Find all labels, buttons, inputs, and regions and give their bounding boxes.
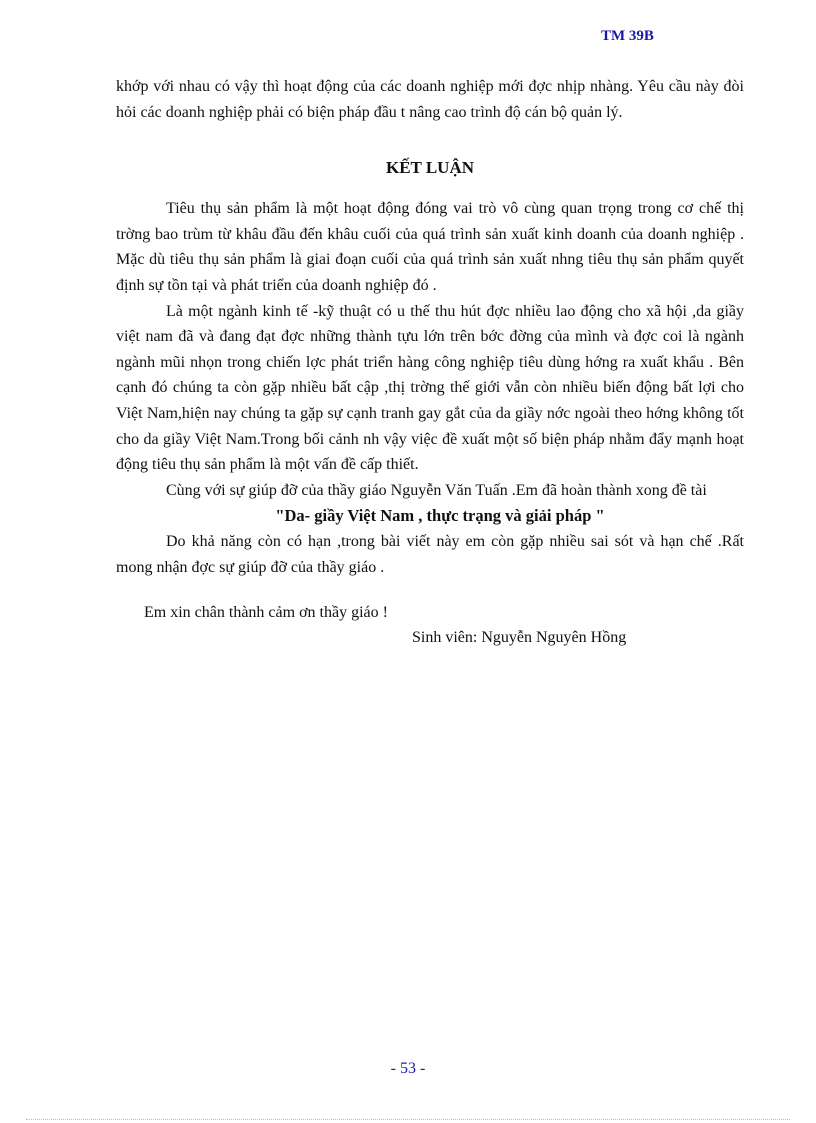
page-number: - 53 - bbox=[390, 1060, 426, 1077]
document-body bbox=[116, 74, 744, 650]
conclusion-paragraph-3: Cùng với sự giúp đỡ của thầy giáo Nguyễn Văn Tuấn .Em đã hoàn thành xong đề tài bbox=[166, 481, 707, 499]
conclusion-paragraph-2: Là một ngành kinh tế -kỹ thuật có u thế thu hút đợc nhiều lao động cho xã hội ,da giầy việt nam đã và đang đạt đợc những thành tựu lớn trên bớc đờng của mình và đợc coi là ngành ngành mũi nhọn trong chiến lợc phát triển hàng công nghiệp tiêu dùng hớng ra xuất khẩu . Bên cạnh đó chúng ta còn gặp nhiều bất cập ,thị trờng thế giới vẫn còn nhiều biến động bất lợi cho Việt Nam,hiện nay chúng ta gặp sự cạnh tranh gay gắt của da giầy nớc ngoài theo hớng không tốt cho da giầy Việt Nam.Trong bối cảnh nh vậy việc đề xuất một số biện pháp nhằm đẩy mạnh hoạt động tiêu thụ sản phẩm là một vấn đề cấp thiết. bbox=[116, 302, 744, 474]
continuation-paragraph: khớp với nhau có vậy thì hoạt động của các doanh nghiệp mới đợc nhịp nhàng. Yêu cầu này đòi hỏi các doanh nghiệp phải có biện pháp đầu t nâng cao trình độ cán bộ quản lý. bbox=[116, 78, 744, 121]
footer-divider bbox=[26, 1119, 790, 1120]
signature-line: Sinh viên: Nguyễn Nguyên Hồng bbox=[412, 629, 627, 647]
section-title: KẾT LUẬN bbox=[385, 158, 474, 178]
conclusion-paragraph-1: Tiêu thụ sản phẩm là một hoạt động đóng vai trò vô cùng quan trọng trong cơ chế thị trờng bao trùm từ khâu đầu đến khâu cuối của quá trình sản xuất kinh doanh của doanh nghiệp . Mặc dù tiêu thụ sản phẩm là giai đoạn cuối của quá trình sản xuất nhng tiêu thụ sản phẩm quyết định sự tồn tại và phát triển của doanh nghiệp đó . bbox=[116, 200, 744, 294]
topic-title: "Da- giầy Việt Nam , thực trạng và giải pháp " bbox=[275, 506, 605, 526]
thanks-line: Em xin chân thành cảm ơn thầy giáo ! bbox=[144, 604, 388, 622]
closing-paragraph: Do khả năng còn có hạn ,trong bài viết này em còn gặp nhiều sai sót và hạn chế .Rất mong nhận đợc sự giúp đỡ của thầy giáo . bbox=[116, 532, 744, 576]
document-code: TM 39B bbox=[601, 28, 654, 44]
